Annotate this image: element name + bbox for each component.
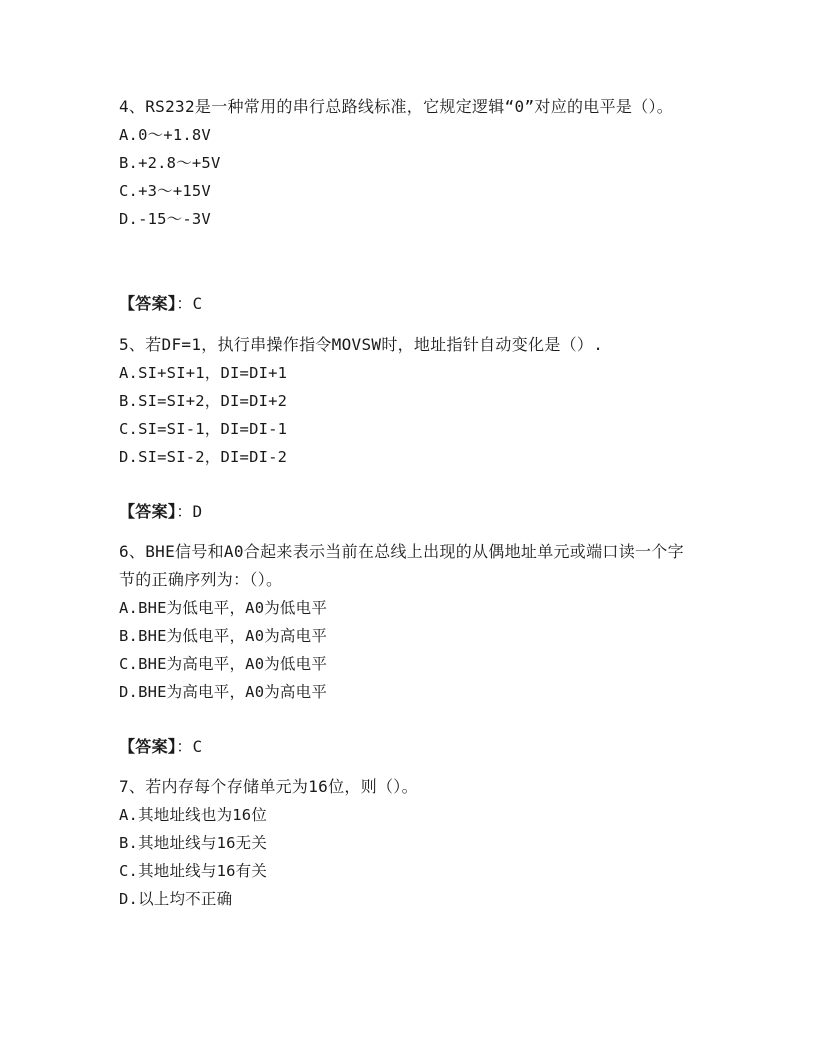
- option-d: D.BHE为高电平，A0为高电平: [119, 683, 328, 701]
- option-list: [119, 359, 699, 471]
- option-b: B.+2.8～+5V: [119, 154, 221, 172]
- question-7: [119, 773, 699, 913]
- answer-value: D: [192, 502, 203, 521]
- option-list: [119, 801, 699, 913]
- answer-6: [119, 733, 202, 761]
- question-5: [119, 331, 699, 471]
- option-b: B.SI=SI+2，DI=DI+2: [119, 392, 288, 410]
- option-c: C.+3～+15V: [119, 182, 211, 200]
- answer-label: 【答案】: [119, 294, 177, 313]
- answer-separator: ：: [176, 294, 193, 313]
- option-b: B.BHE为低电平，A0为高电平: [119, 627, 328, 645]
- option-list: [119, 594, 699, 706]
- answer-5: [119, 498, 202, 526]
- option-d: D.以上均不正确: [119, 890, 233, 908]
- question-text: 4、RS232是一种常用的串行总路线标准，它规定逻辑“0”对应的电平是（）。: [119, 97, 674, 116]
- option-d: D.SI=SI-2，DI=DI-2: [119, 448, 288, 466]
- answer-label: 【答案】: [119, 737, 177, 756]
- option-c: C.其地址线与16有关: [119, 862, 268, 880]
- option-a: A.BHE为低电平，A0为低电平: [119, 599, 328, 617]
- answer-label: 【答案】: [119, 502, 177, 521]
- option-c: C.SI=SI-1，DI=DI-1: [119, 420, 288, 438]
- option-a: A.其地址线也为16位: [119, 806, 268, 824]
- answer-4: [119, 290, 202, 318]
- option-a: A.SI+SI+1，DI=DI+1: [119, 364, 288, 382]
- question-4: [119, 93, 699, 233]
- option-b: B.其地址线与16无关: [119, 834, 268, 852]
- answer-value: C: [192, 737, 203, 756]
- answer-separator: ：: [176, 502, 193, 521]
- question-text: 6、BHE信号和A0合起来表示当前在总线上出现的从偶地址单元或端口读一个字节的正确序列为：（）。: [119, 542, 684, 589]
- answer-value: C: [192, 294, 203, 313]
- option-c: C.BHE为高电平，A0为低电平: [119, 655, 328, 673]
- option-d: D.-15～-3V: [119, 210, 211, 228]
- answer-separator: ：: [176, 737, 193, 756]
- question-text: 7、若内存每个存储单元为16位，则（）。: [119, 777, 418, 796]
- option-a: A.0～+1.8V: [119, 126, 211, 144]
- question-6: [119, 538, 699, 706]
- option-list: [119, 121, 699, 233]
- question-text: 5、若DF=1，执行串操作指令MOVSW时，地址指针自动变化是（）.: [119, 335, 604, 354]
